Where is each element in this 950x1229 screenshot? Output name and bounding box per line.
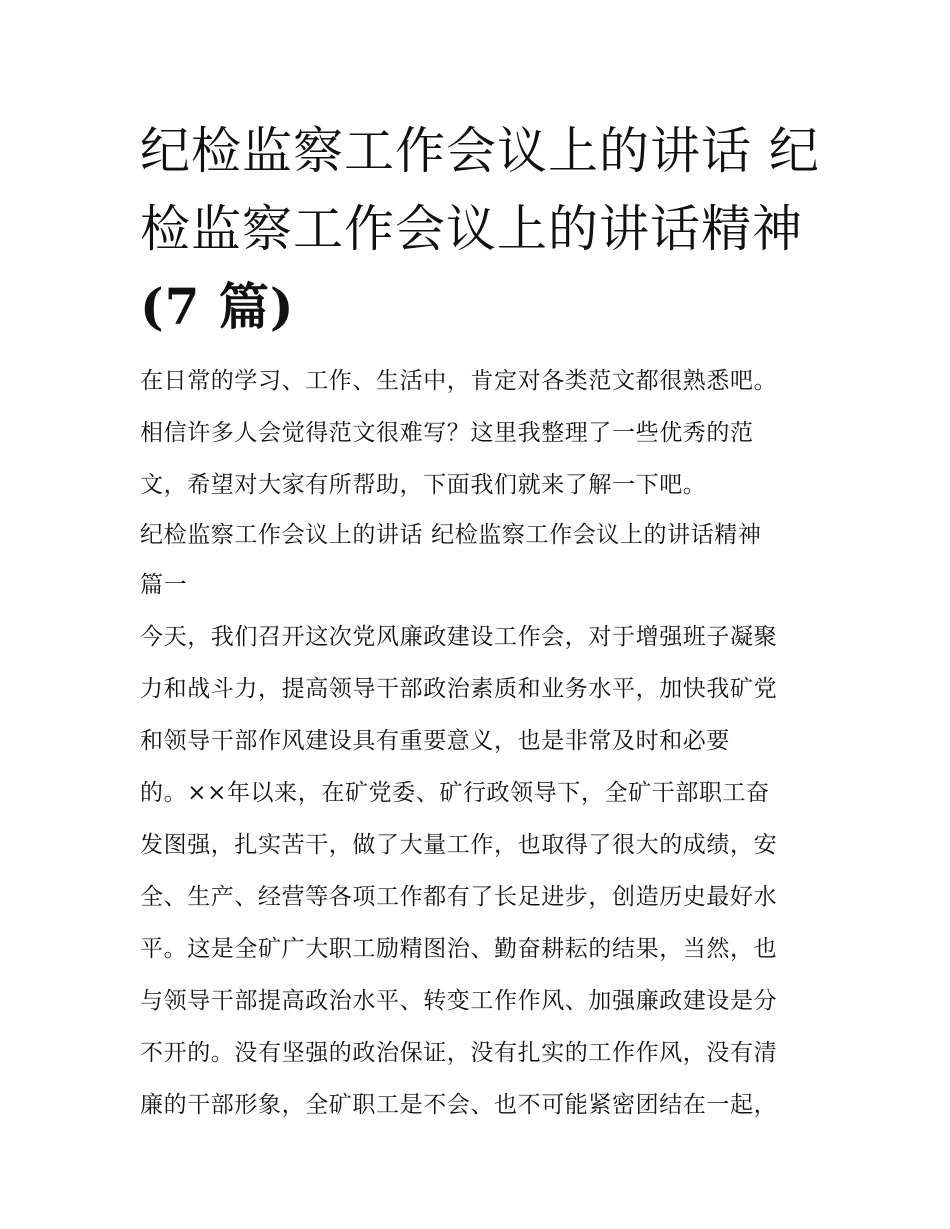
text-line: 文，希望对大家有所帮助，下面我们就来了解一下吧。 xyxy=(140,472,707,498)
text-line: 与领导干部提高政治水平、转变工作作风、加强廉政建设是分 xyxy=(140,988,778,1014)
intro-paragraph xyxy=(140,355,820,511)
text-line: 廉的干部形象，全矿职工是不会、也不可能紧密团结在一起， xyxy=(140,1092,778,1118)
text-line: 不开的。没有坚强的政治保证，没有扎实的工作作风，没有清 xyxy=(140,1040,778,1066)
text-line: 纪检监察工作会议上的讲话 纪检监察工作会议上的讲话精神 xyxy=(140,522,762,548)
text-line: 的。××年以来，在矿党委、矿行政领导下，全矿干部职工奋 xyxy=(140,780,770,806)
body-paragraph xyxy=(140,611,820,1131)
section-heading xyxy=(140,511,820,611)
text-line: 平。这是全矿广大职工励精图治、勤奋耕耘的结果，当然，也 xyxy=(140,936,778,962)
text-line: 发图强，扎实苦干，做了大量工作，也取得了很大的成绩，安 xyxy=(140,832,778,858)
title-line: 纪检监察工作会议上的讲话 纪 xyxy=(140,122,820,180)
text-line: 篇一 xyxy=(140,572,188,598)
text-line: 全、生产、经营等各项工作都有了长足进步，创造历史最好水 xyxy=(140,884,778,910)
text-line: 相信许多人会觉得范文很难写？这里我整理了一些优秀的范 xyxy=(140,420,754,446)
text-line: 和领导干部作风建设具有重要意义，也是非常及时和必要 xyxy=(140,728,730,754)
text-line: 在日常的学习、工作、生活中，肯定对各类范文都很熟悉吧。 xyxy=(140,368,778,394)
title-line: (7 篇) xyxy=(140,277,295,336)
text-line: 力和战斗力，提高领导干部政治素质和业务水平，加快我矿党 xyxy=(140,676,778,702)
text-line: 今天，我们召开这次党风廉政建设工作会，对于增强班子凝聚 xyxy=(140,624,778,650)
document-body xyxy=(140,355,820,1131)
document-title xyxy=(140,112,820,346)
title-line: 检监察工作会议上的讲话精神 xyxy=(140,200,803,258)
